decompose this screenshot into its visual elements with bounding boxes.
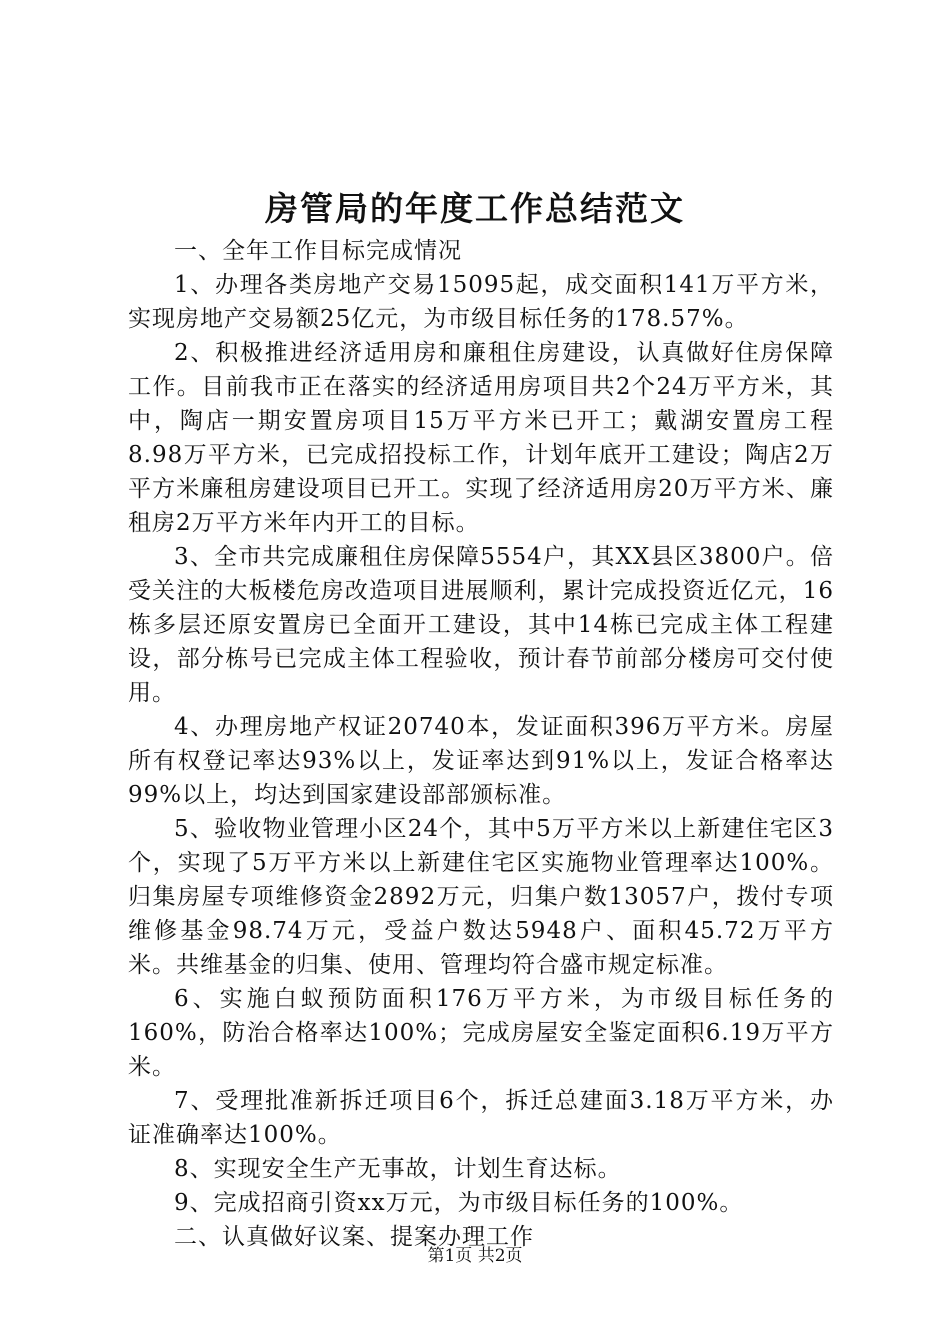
document-body <box>128 234 834 1254</box>
page-number: 第1页 共2页 <box>427 1246 523 1266</box>
paragraph: 7、受理批准新拆迁项目6个，拆迁总建面3.18万平方米，办证准确率达100%。 <box>128 1088 834 1148</box>
paragraph: 3、全市共完成廉租住房保障5554户，其XX县区3800户。倍受关注的大板楼危房改造项目进展顺利，累计完成投资近亿元，16栋多层还原安置房已全面开工建设，其中14栋已完成主体工程建设，部分栋号已完成主体工程验收，预计春节前部分楼房可交付使用。 <box>128 544 834 706</box>
section-heading: 一、全年工作目标完成情况 <box>174 238 462 264</box>
paragraph: 9、完成招商引资xx万元，为市级目标任务的100%。 <box>174 1190 744 1216</box>
document-title: 房管局的年度工作总结范文 <box>265 189 685 228</box>
section-heading: 二、认真做好议案、提案办理工作 <box>174 1224 534 1250</box>
paragraph: 5、验收物业管理小区24个，其中5万平方米以上新建住宅区3个，实现了5万平方米以上新建住宅区实施物业管理率达100%。归集房屋专项维修资金2892万元，归集户数13057户，拨付专项维修基金98.74万元，受益户数达5948户、面积45.72万平方米。共维基金的归集、使用、管理均符合盛市规定标准。 <box>128 816 834 978</box>
paragraph: 1、办理各类房地产交易15095起，成交面积141万平方米，实现房地产交易额25亿元，为市级目标任务的178.57%。 <box>128 272 834 332</box>
paragraph: 8、实现安全生产无事故，计划生育达标。 <box>174 1156 622 1182</box>
paragraph: 6、实施白蚁预防面积176万平方米，为市级目标任务的160%，防治合格率达100%；完成房屋安全鉴定面积6.19万平方米。 <box>128 986 834 1080</box>
paragraph: 4、办理房地产权证20740本，发证面积396万平方米。房屋所有权登记率达93%以上，发证率达到91%以上，发证合格率达99%以上，均达到国家建设部部颁标准。 <box>128 714 834 808</box>
paragraph: 2、积极推进经济适用房和廉租住房建设，认真做好住房保障工作。目前我市正在落实的经济适用房项目共2个24万平方米，其中，陶店一期安置房项目15万平方米已开工；戴湖安置房工程8.98万平方米，已完成招投标工作，计划年底开工建设；陶店2万平方米廉租房建设项目已开工。实现了经济适用房20万平方米、廉租房2万平方米年内开工的目标。 <box>128 340 834 536</box>
